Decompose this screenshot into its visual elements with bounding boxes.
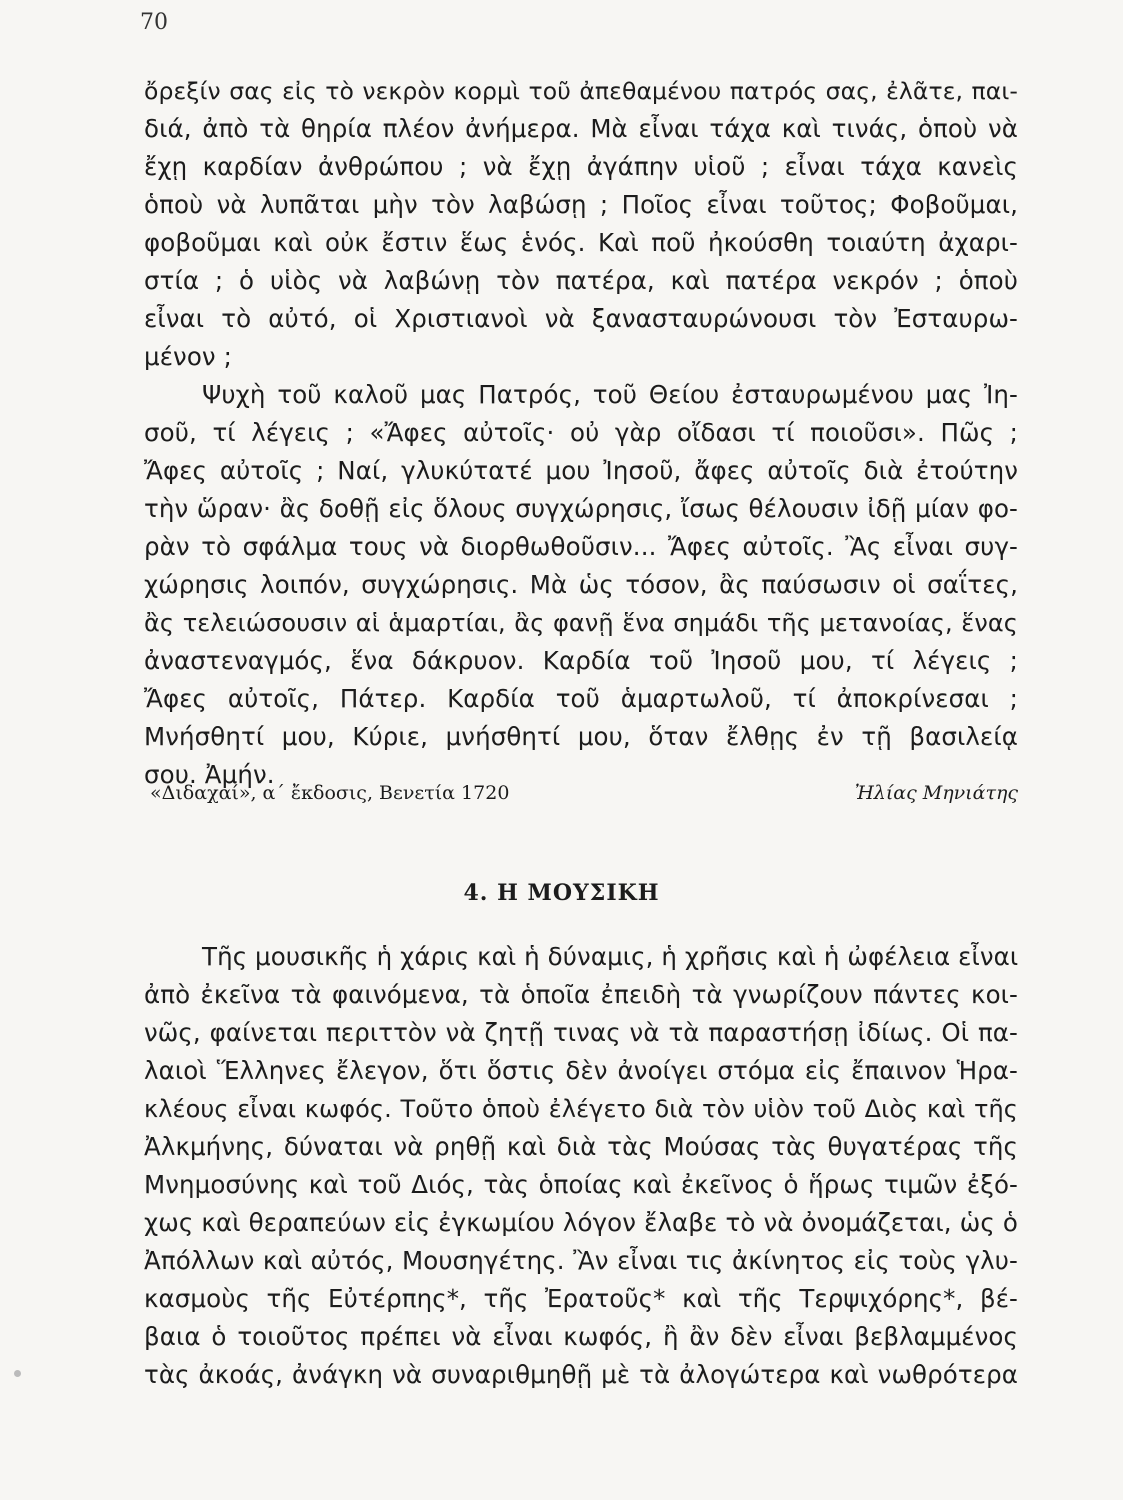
text-line: Τῆς μουσικῆς ἡ χάρις καὶ ἡ δύναμις, ἡ χρῆσις καὶ ἡ ὠφέλεια εἶναι xyxy=(202,942,1019,971)
text-line: Μνημοσύνης καὶ τοῦ Διός, τὰς ὁποίας καὶ ἐκεῖνος ὁ ἥρως τιμῶν ἐξό- xyxy=(144,1170,1018,1199)
text-line: ρὰν τὸ σφάλμα τους νὰ διορθωθοῦσιν... Ἄφες αὐτοῖς. Ἂς εἶναι συγ- xyxy=(144,532,1018,561)
text-line: ἀπὸ ἐκεῖνα τὰ φαινόμενα, τὰ ὁποῖα ἐπειδὴ τὰ γνωρίζουν πάντες κοι- xyxy=(144,980,1018,1009)
text-line: μένον ; xyxy=(144,342,232,371)
text-line: χως καὶ θεραπεύων εἰς ἐγκωμίου λόγον ἔλαβε τὸ νὰ ὀνομάζεται, ὡς ὁ xyxy=(144,1208,1018,1237)
text-line: κασμοὺς τῆς Εὐτέρπης*, τῆς Ἐρατοῦς* καὶ τῆς Τερψιχόρης*, βέ- xyxy=(144,1284,1018,1313)
text-line: φοβοῦμαι καὶ οὐκ ἔστιν ἕως ἑνός. Καὶ ποῦ ἠκούσθη τοιαύτη ἀχαρι- xyxy=(144,228,1018,257)
text-line: εἶναι τὸ αὐτό, οἱ Χριστιανοὶ νὰ ξανασταυρώνουσι τὸν Ἐσταυρω- xyxy=(144,304,1018,333)
text-line: βαια ὁ τοιοῦτος πρέπει νὰ εἶναι κωφός, ἢ ἂν δὲν εἶναι βεβλαμμένος xyxy=(144,1322,1018,1351)
text-line: κλέους εἶναι κωφός. Τοῦτο ὁποὺ ἐλέγετο διὰ τὸν υἱὸν τοῦ Διὸς καὶ τῆς xyxy=(144,1095,1018,1123)
text-line: Ἄφες αὐτοῖς ; Ναί, γλυκύτατέ μου Ἰησοῦ, ἄφες αὐτοῖς διὰ ἐτούτην xyxy=(144,456,1018,485)
text-line: ἔχῃ καρδίαν ἀνθρώπου ; νὰ ἔχῃ ἀγάπην υἱοῦ ; εἶναι τάχα κανεὶς xyxy=(144,152,1018,181)
page-number: 70 xyxy=(140,10,168,35)
text-line: χώρησις λοιπόν, συγχώρησις. Μὰ ὡς τόσον, ἂς παύσωσιν οἱ σαΐτες, xyxy=(144,570,1018,599)
sermon-text xyxy=(144,72,1018,794)
text-line: τὴν ὥραν· ἂς δοθῇ εἰς ὅλους συγχώρησις, ἴσως θέλουσιν ἰδῇ μίαν φο- xyxy=(144,494,1018,523)
scan-speck xyxy=(14,1370,21,1377)
text-line: ἀναστεναγμός, ἕνα δάκρυον. Καρδία τοῦ Ἰησοῦ μου, τί λέγεις ; xyxy=(144,646,1018,675)
text-line: διά, ἀπὸ τὰ θηρία πλέον ἀνήμερα. Μὰ εἶναι τάχα καὶ τινάς, ὁποὺ νὰ xyxy=(144,114,1018,143)
text-line: Ἀλκμήνης, δύναται νὰ ρηθῇ καὶ διὰ τὰς Μούσας τὰς θυγατέρας τῆς xyxy=(144,1132,1018,1161)
text-line: Ψυχὴ τοῦ καλοῦ μας Πατρός, τοῦ Θείου ἐσταυρωμένου μας Ἰη- xyxy=(202,380,1018,409)
text-line: ὄρεξίν σας εἰς τὸ νεκρὸν κορμὶ τοῦ ἀπεθαμένου πατρός σας, ἐλᾶτε, παι- xyxy=(144,77,1018,105)
music-text xyxy=(144,938,1018,1394)
text-line: σοῦ, τί λέγεις ; «Ἄφες αὐτοῖς· οὐ γὰρ οἴδασι τί ποιοῦσι». Πῶς ; xyxy=(144,418,1018,447)
text-line: τὰς ἀκοάς, ἀνάγκη νὰ συναριθμηθῇ μὲ τὰ ἀλογώτερα καὶ νωθρότερα xyxy=(144,1360,1018,1389)
citation-author: Ἠλίας Μηνιάτης xyxy=(854,782,1018,804)
text-line: Ἀπόλλων καὶ αὐτός, Μουσηγέτης. Ἂν εἶναι τις ἀκίνητος εἰς τοὺς γλυ- xyxy=(144,1246,1018,1275)
text-line: στία ; ὁ υἱὸς νὰ λαβώνῃ τὸν πατέρα, καὶ πατέρα νεκρόν ; ὁποὺ xyxy=(144,266,1018,295)
text-line: ὁποὺ νὰ λυπᾶται μὴν τὸν λαβώσῃ ; Ποῖος εἶναι τοῦτος; Φοβοῦμαι, xyxy=(144,190,1018,219)
text-line: σου. Ἀμήν. xyxy=(144,760,275,789)
text-line: νῶς, φαίνεται περιττὸν νὰ ζητῇ τινας νὰ τὰ παραστήσῃ ἰδίως. Οἱ πα- xyxy=(144,1018,1018,1047)
text-line: ἂς τελειώσουσιν αἱ ἁμαρτίαι, ἂς φανῇ ἕνα σημάδι τῆς μετανοίας, ἕνας xyxy=(144,609,1018,637)
citation-source: «Διδαχαί», α΄ ἔκδοσις, Βενετία 1720 xyxy=(150,782,510,804)
text-line: Ἄφες αὐτοῖς, Πάτερ. Καρδία τοῦ ἁμαρτωλοῦ, τί ἀποκρίνεσαι ; xyxy=(144,684,1018,713)
text-line: Μνήσθητί μου, Κύριε, μνήσθητί μου, ὅταν ἔλθῃς ἐν τῇ βασιλείᾳ xyxy=(144,722,1018,751)
citation xyxy=(150,778,1018,808)
section-title: 4. Η ΜΟΥΣΙΚΗ xyxy=(463,880,660,906)
text-line: λαιοὶ Ἕλληνες ἔλεγον, ὅτι ὅστις δὲν ἀνοίγει στόμα εἰς ἔπαινον Ἡρα- xyxy=(144,1056,1018,1085)
